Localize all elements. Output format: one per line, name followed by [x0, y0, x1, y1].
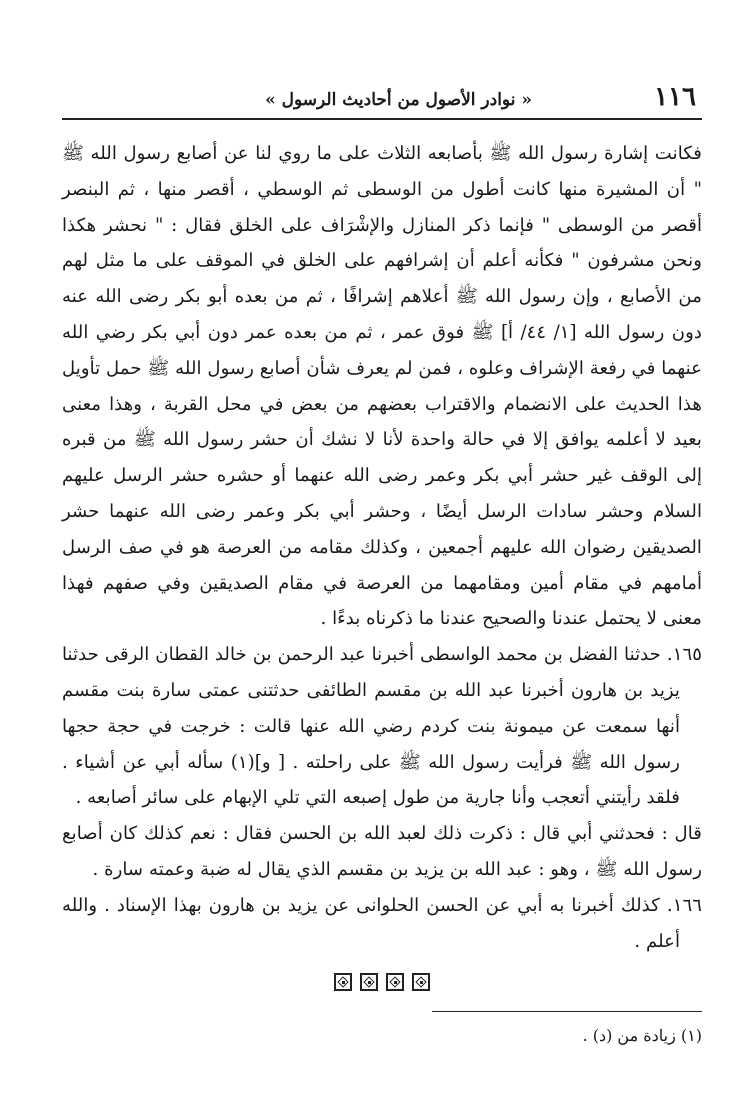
hadith-166: ١٦٦. كذلك أخبرنا به أبي عن الحسن الحلوانى عن يزيد بن هارون بهذا الإسناد . والله أعلم . — [62, 894, 702, 952]
footnote-divider — [432, 1011, 702, 1012]
document-page — [62, 80, 702, 1060]
page-header — [62, 80, 702, 120]
square-ornament-icon — [412, 973, 430, 991]
paragraph-2: قال : فحدثني أبي قال : ذكرت ذلك لعبد الله بن الحسن فقال : نعم كذلك كان أصابع رسول الله ﷺ ، وهو : عبد الله بن يزيد بن مقسم الذي يقال له ضبة وعمته سارة . — [62, 823, 702, 880]
hadith-165: ١٦٥. حدثنا الفضل بن محمد الواسطى أخبرنا عبد الرحمن بن خالد القطان الرقى حدثنا يزيد بن هارون أخبرنا عبد الله بن مقسم الطائفى حدثتنى عمتى سارة بنت مقسم أنها سمعت عن ميمونة بنت كردم رضي الله عنها قالت : خرجت في حجة حجها رسول الله ﷺ فرأيت رسول الله ﷺ على راحلته . [ و](١) سأله أبي عن أشياء . فلقد رأيتني أتعجب وأنا جارية من طول إصبعه التي تلي الإبهام على سائر أصابعه . — [62, 644, 702, 809]
page-number: ١١٦ — [654, 82, 696, 112]
footnote: (١) زيادة من (د) . — [582, 1026, 702, 1046]
square-ornament-icon — [360, 973, 378, 991]
section-ornament — [62, 973, 702, 991]
square-ornament-icon — [334, 973, 352, 991]
running-title: « نوادر الأصول من أحاديث الرسول » — [265, 90, 532, 110]
paragraph-1: فكانت إشارة رسول الله ﷺ بأصابعه الثلاث على ما روي لنا عن أصابع رسول الله ﷺ " أن المشيرة منها كانت أطول من الوسطى ثم الوسطي ، أقصر منها ، ثم البنصر أقصر من الوسطى " فإنما ذكر المنازل والإشْرَاف على الخلق فقال : " نحشر هكذا ونحن مشرفون " فكأنه أعلم أن إشرافهم على الخلق في الموقف على ما مثل لهم من الأصابع ، وإن رسول الله ﷺ أعلاهم إشرافًا ، ثم من بعده أبو بكر رضى الله عنه دون رسول الله [١/ ٤٤/ أ] ﷺ فوق عمر ، ثم من بعده عمر دون أبي بكر رضي الله عنهما في رفعة الإشراف وعلوه ، فمن لم يعرف شأن أصابع رسول الله ﷺ حمل تأويل هذا الحديث على الانضمام والاقتراب بعضهم من بعض في محل القربة ، وهذا معنى بعيد لا أعلمه يوافق إلا في حالة واحدة لأنا لا نشك أن حشر رسول الله ﷺ من قبره إلى الوقف غير حشر أبي بكر وعمر رضى الله عنهما أو حشره حشر الرسل عليهم السلام وحشر سادات الرسل أيضًا ، وحشر أبي بكر وعمر رضى الله عنهما حشر الصديقين رضوان الله عليهم أجمعين ، وكذلك مقامه من العرصة هو في صف الرسل أمامهم في مقام أمين ومقامهما من العرصة في مقام الصديقين وفي صفهم فهذا معنى لا يحتمل عندنا والصحيح عندنا ما ذكرناه بدءًا . — [62, 143, 703, 630]
body-text — [62, 136, 702, 959]
square-ornament-icon — [386, 973, 404, 991]
